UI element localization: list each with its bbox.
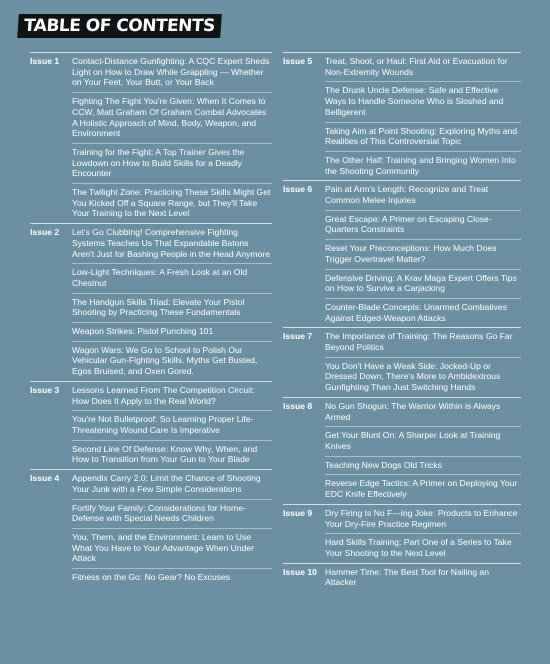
issue-articles — [325, 564, 521, 592]
issue-block — [283, 327, 521, 397]
issue-articles — [325, 328, 521, 397]
article-entry: Fighting The Fight You're Given: When It Comes to CCW, Matt Graham Of Graham Combat Advocates A Holistic Approach of Mind, Body, Weapon, and Environment — [72, 93, 272, 144]
issue-label: Issue 3 — [30, 384, 60, 395]
issue-block — [283, 397, 521, 504]
issue-label: Issue 10 — [283, 566, 317, 577]
article-entry: Counter-Blade Concepts: Unarmed Combatives Against Edged-Weapon Attacks — [325, 301, 507, 323]
issue-label: Issue 7 — [283, 331, 313, 342]
issue-label: Issue 2 — [30, 227, 60, 238]
issue-block — [283, 563, 521, 592]
issue-label: Issue 9 — [283, 507, 313, 518]
article-entry: The Twilight Zone: Practicing These Skills Might Get You Kicked Off a Square Range, but They'll Take Your Training to the Next Level — [72, 187, 271, 219]
issue-block — [283, 504, 521, 563]
article-entry: Contact-Distance Gunfighting: A CQC Expert Sheds Light on How to Draw While Grappling — Whether on Your Feet, Your Butt, or Your Back — [72, 53, 272, 93]
issue-label: Issue 1 — [30, 56, 60, 66]
issue-block — [283, 180, 521, 327]
article-entry: Fitness on the Go: No Gear? No Excuses — [72, 572, 231, 583]
article-entry: No Gun Shogun: The Warrior Within is Always Armed — [325, 398, 521, 427]
issue-label: Issue 5 — [283, 56, 313, 66]
article-entry: Pain at Arm's Length: Recognize and Treat Common Melee Injuries — [325, 181, 521, 210]
article-entry: Appendix Carry 2.0: Limit the Chance of Shooting Your Junk with a Few Simple Considerations — [72, 470, 272, 499]
left-column — [30, 52, 272, 587]
article-entry: Hard Skills Training: Part One of a Series to Take Your Shooting to the Next Level — [325, 537, 512, 558]
page-title: TABLE OF CONTENTS — [17, 14, 221, 38]
issue-label: Issue 8 — [283, 400, 313, 411]
article-entry: Taking Aim at Point Shooting: Exploring Myths and Realities of This Controversial Topic — [325, 123, 521, 152]
article-entry: Treat, Shoot, or Haul: First Aid or Evacuation for Non-Extremity Wounds — [325, 53, 521, 82]
article-entry: Wagon Wars: We Go to School to Polish Our Vehicular Gun-Fighting Skills. Myths Get Busted, Egos Bruised, and Oxen Gored. — [72, 344, 258, 377]
article-entry: Fortify Your Family: Considerations for Home-Defense with Special Needs Children — [72, 500, 272, 529]
issue-articles — [72, 470, 272, 587]
issue-block — [30, 52, 272, 223]
article-entry: You Don't Have a Weak Side: Jocked-Up or Dressed Down, There's More to Ambidextrous Gunfighting Than Just Switching Hands — [325, 360, 501, 393]
issue-articles — [325, 181, 521, 327]
article-entry: Get Your Blunt On: A Sharper Look at Training Knives — [325, 427, 521, 456]
article-entry: Dry Firing Is No F---ing Joke: Products to Enhance Your Dry-Fire Practice Regimen — [325, 505, 521, 534]
issue-block — [30, 469, 272, 587]
article-entry: Lessons Learned From The Competition Circuit: How Does It Apply to the Real World? — [72, 382, 272, 411]
issue-label: Issue 4 — [30, 473, 60, 484]
article-entry: The Other Half: Training and Bringing Women Into the Shooting Community — [325, 154, 516, 176]
article-entry: Let's Go Clubbing! Comprehensive Fighting Systems Teaches Us That Expandable Batons Aren't Just for Bashing People in the Head Anymore — [72, 224, 272, 264]
article-entry: The Handgun Skills Triad: Elevate Your Pistol Shooting by Practicing These Fundamentals — [72, 294, 272, 323]
article-entry: Reverse Edge Tactics: A Primer on Deploying Your EDC Knife Effectively — [325, 478, 518, 500]
article-entry: Reset Your Preconceptions: How Much Does Trigger Overtravel Matter? — [325, 240, 521, 269]
article-entry: Weapon Strikes: Pistol Punching 101 — [72, 323, 272, 342]
issue-articles — [72, 224, 272, 381]
issue-block — [30, 381, 272, 469]
right-column — [283, 52, 521, 592]
issue-articles — [72, 382, 272, 469]
issue-articles — [325, 53, 521, 180]
issue-block — [30, 223, 272, 381]
article-entry: Training for the Fight: A Top Trainer Gives the Lowdown on How to Build Skills for a Deadly Encounter — [72, 144, 272, 184]
article-entry: Great Escape: A Primer on Escaping Close-Quarters Constraints — [325, 211, 521, 240]
issue-articles — [325, 505, 521, 563]
issue-label: Issue 6 — [283, 184, 313, 195]
issue-articles — [325, 398, 521, 504]
issue-block — [283, 52, 521, 180]
article-entry: The Importance of Training: The Reasons Go Far Beyond Politics — [325, 328, 521, 357]
article-entry: The Drunk Uncle Defense: Safe and Effective Ways to Handle Someone Who is Sloshed and Belligerent — [325, 82, 521, 122]
article-entry: You're Not Bulletproof: So Learning Proper Life-Threatening Wound Care Is Imperative — [72, 411, 272, 440]
article-entry: You, Them, and the Environment: Learn to Use What You Have to Your Advantage When Under Attack — [72, 529, 272, 569]
article-entry: Hammer Time: The Best Tool for Nailing an Attacker — [325, 566, 489, 588]
article-entry: Teaching New Dogs Old Tricks — [325, 457, 521, 476]
issue-articles — [72, 53, 272, 223]
article-entry: Low-Light Techniques: A Fresh Look at an Old Chestnut — [72, 264, 272, 293]
article-entry: Defensive Driving: A Krav Maga Expert Offers Tips on How to Survive a Carjacking — [325, 270, 521, 299]
article-entry: Second Line Of Defense: Know Why, When, and How to Transition from Your Gun to Your Blade — [72, 443, 258, 465]
